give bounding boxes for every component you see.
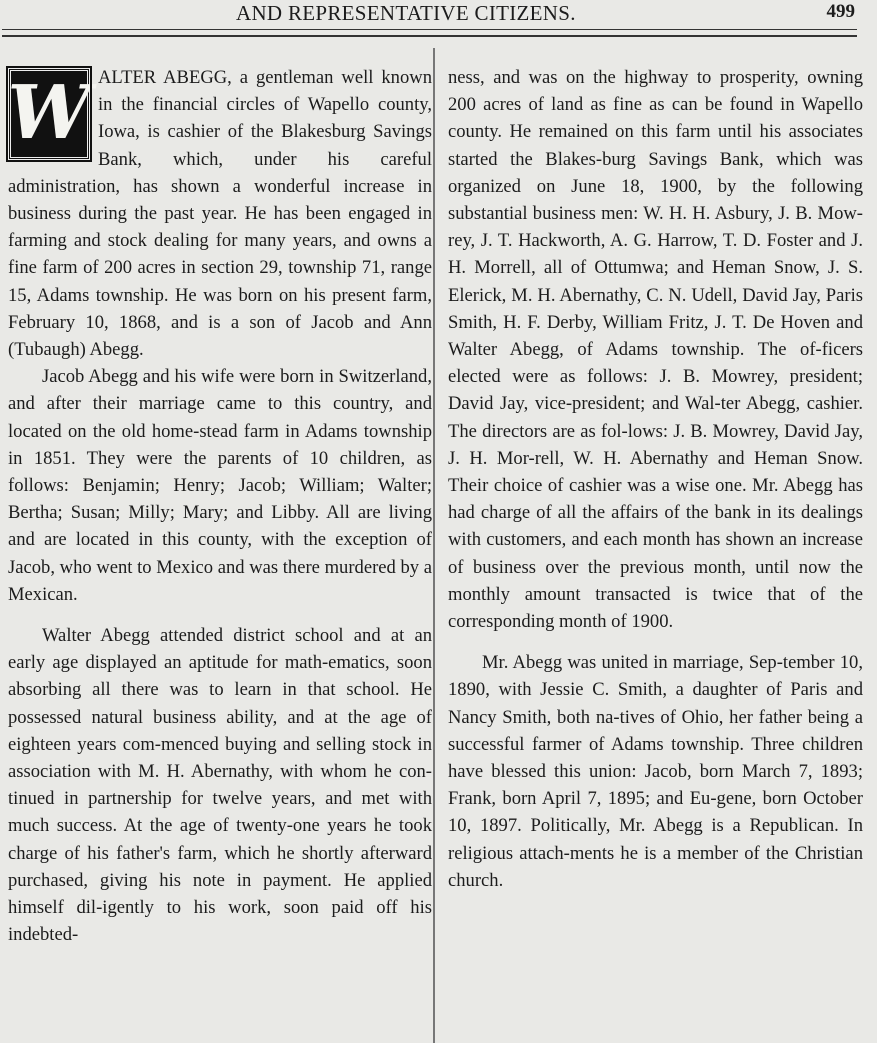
- drop-cap-initial: W: [8, 68, 90, 160]
- right-column: [448, 64, 863, 894]
- running-header: [0, 0, 877, 28]
- paragraph-parents: Jacob Abegg and his wife were born in Switzerland, and after their marriage came to this country, and located on the old home-stead farm in Adams township in 1851. They were the parents of 10 children, as follows: Benjamin; Henry; Jacob; William; Walter; Bertha; Susan; Milly; Mary; and Libby. All are living and are located in this county, with the exception of Jacob, who went to Mexico and was there murdered by a Mexican.: [8, 366, 432, 605]
- paragraph-family: Mr. Abegg was united in marriage, Sep-tember 10, 1890, with Jessie C. Smith, a daughter of Paris and Nancy Smith, both na-tives of Ohio, her father being a successful farmer of Adams township. Three children have blessed this union: Jacob, born March 7, 1893; Frank, born April 7, 1895; and Eu-gene, born October 10, 1897. Politically, Mr. Abegg is a Republican. In religious attach-ments he is a member of the Christian church.: [448, 652, 863, 891]
- page-number: 499: [826, 1, 855, 22]
- left-column: [8, 64, 432, 949]
- header-rule-top: [2, 29, 857, 30]
- paragraph-bank: ness, and was on the highway to prosperity, owning 200 acres of land as fine as can be found in Wapello county. He remained on this farm until his associates started the Blakes-burg Savings Bank, which was organized on June 18, 1900, by the following substantial business men: W. H. H. Asbury, J. B. Mow-rey, J. T. Hackworth, A. G. Harrow, T. D. Foster and J. H. Morrell, all of Ottumwa; and Heman Snow, J. S. Elerick, M. H. Abernathy, C. N. Udell, David Jay, Paris Smith, H. F. Derby, William Fritz, J. T. De Hoven and Walter Abegg, of Adams township. The of-ficers elected were as follows: J. B. Mowrey, president; David Jay, vice-president; and Wal-ter Abegg, cashier. The directors are as fol-lows: J. B. Mowrey, David Jay, J. H. Mor-rell, W. H. Abernathy and Heman Snow. Their choice of cashier was a wise one. Mr. Abegg has had charge of all the affairs of the bank in its dealings with customers, and each month has shown an increase of business over the previous month, until now the monthly amount transacted is twice that of the corresponding month of 1900.: [448, 67, 863, 633]
- running-title: AND REPRESENTATIVE CITIZENS.: [236, 1, 576, 25]
- paragraph-early-life: Walter Abegg attended district school and at an early age displayed an aptitude for math-ematics, soon absorbing all there was to learn in that school. He possessed natural business ability, and at the age of eighteen years com-menced buying and selling stock in association with M. H. Abernathy, with whom he con-tinued in partnership for twelve years, and met with much success. At the age of twenty-one years he took charge of his father's farm, which he shortly afterward purchased, giving his note in payment. He applied himself dil-igently to his work, soon paid off his indebted-: [8, 625, 432, 946]
- paragraph-intro: [8, 64, 432, 363]
- header-rule-bottom: [2, 35, 857, 37]
- column-divider: [433, 48, 435, 1043]
- paragraph-intro-text: ALTER ABEGG, a gentleman well known in the financial circles of Wapello county, Iowa, is cashier of the Blakesburg Savings Bank, which, under his careful administration, has shown a wonderful increase in business during the past year. He has been engaged in farming and stock dealing for many years, and owns a fine farm of 200 acres in section 29, township 71, range 15, Adams township. He was born on his present farm, February 10, 1868, and is a son of Jacob and Ann (Tubaugh) Abegg.: [8, 67, 432, 361]
